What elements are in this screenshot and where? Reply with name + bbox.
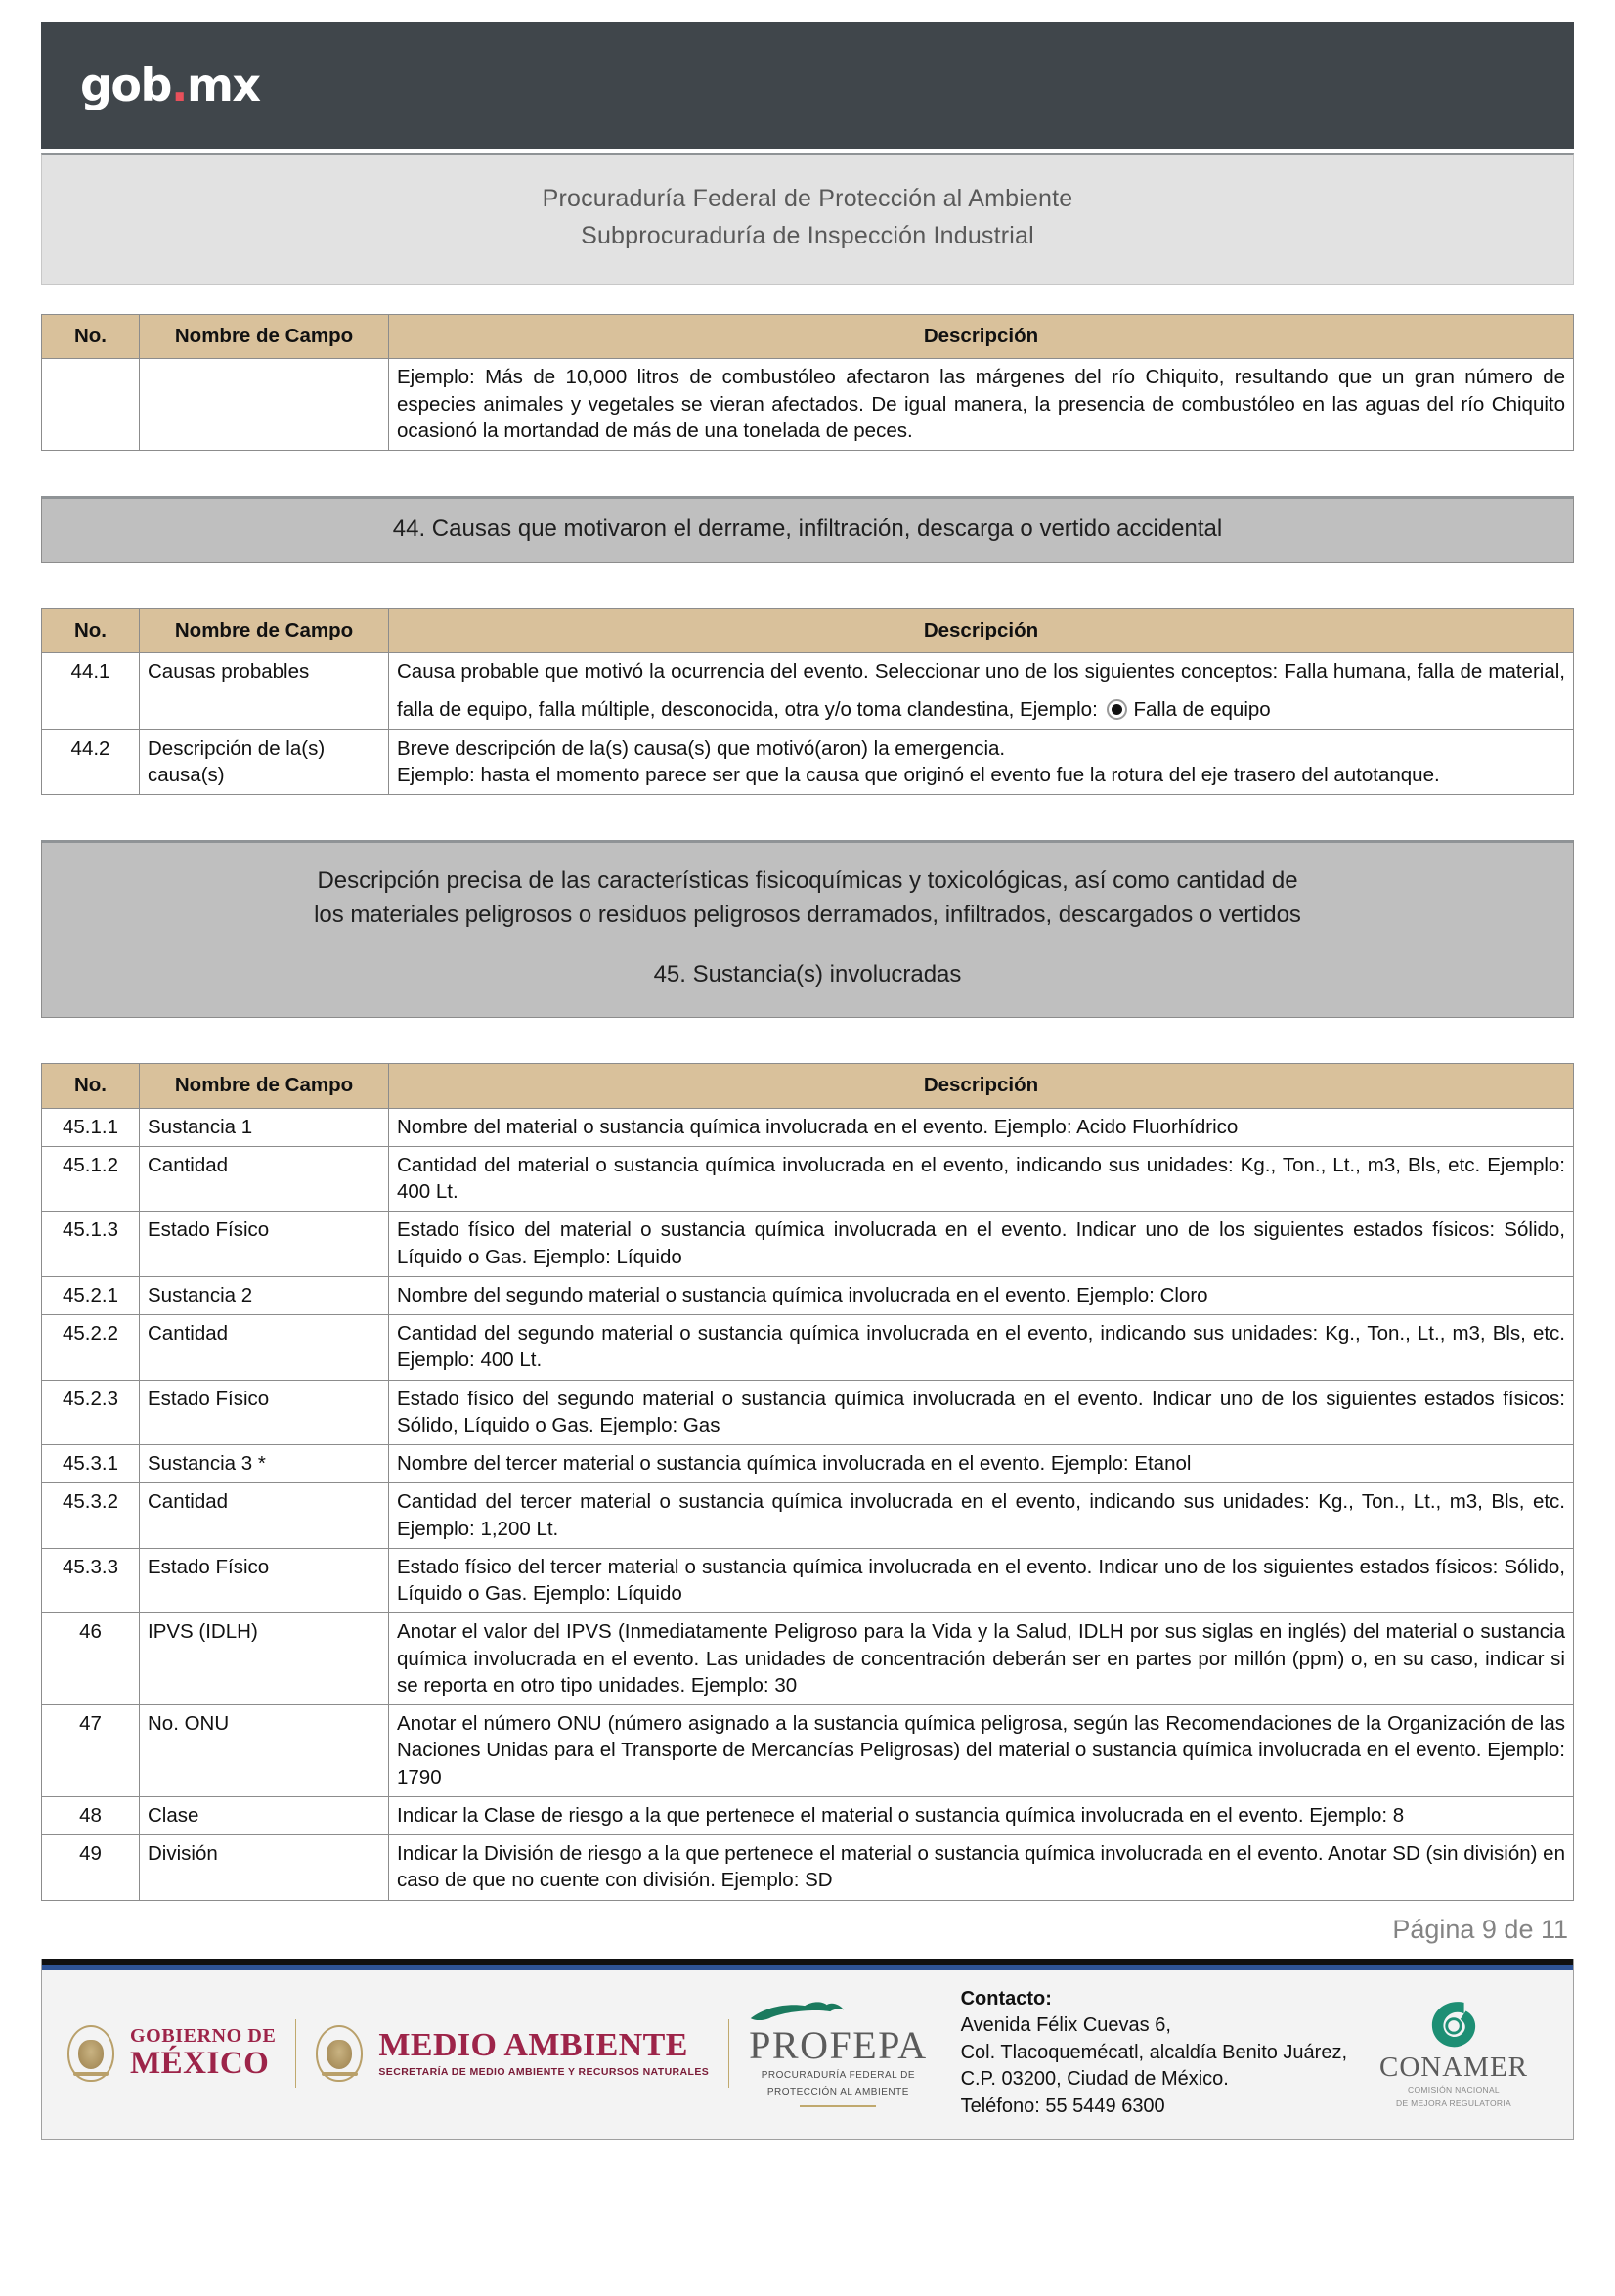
col-header-nombre: Nombre de Campo xyxy=(140,315,389,359)
col-header-descripcion: Descripción xyxy=(389,608,1574,652)
cell-nombre: Sustancia 2 xyxy=(140,1276,389,1314)
cell-nombre: Estado Físico xyxy=(140,1548,389,1613)
radio-label: Falla de equipo xyxy=(1133,698,1271,722)
table-continuation xyxy=(41,314,1574,451)
escudo-nacional-icon xyxy=(67,2025,114,2082)
profepa-line-2: PROCURADURÍA FEDERAL DE xyxy=(761,2069,916,2081)
contact-title: Contacto: xyxy=(960,1987,1052,2009)
cell-nombre: Estado Físico xyxy=(140,1380,389,1445)
contact-block xyxy=(961,1986,1372,2121)
table-row xyxy=(42,1212,1574,1277)
gobmx-header-bar xyxy=(41,22,1574,149)
cell-no: 45.2.2 xyxy=(42,1315,140,1381)
medio-ambiente-line-2: SECRETARÍA DE MEDIO AMBIENTE Y RECURSOS NATURALES xyxy=(378,2066,710,2079)
table-body-45 xyxy=(42,1108,1574,1900)
cell-descripcion: Cantidad del material o sustancia química involucrada en el evento, indicando sus unidades: Kg., Ton., Lt., m3, Bls, etc. Ejemplo: 400 Lt. xyxy=(389,1146,1574,1212)
section-45-title-line-1: Descripción precisa de las características fisicoquímicas y toxicológicas, así como cantidad de xyxy=(317,867,1298,895)
table-row xyxy=(42,1705,1574,1797)
cell-descripcion xyxy=(389,653,1574,730)
contact-line-1: Avenida Félix Cuevas 6, xyxy=(960,2014,1171,2037)
contact-line-3: C.P. 03200, Ciudad de México. xyxy=(960,2068,1229,2091)
cell-no: 45.1.3 xyxy=(42,1212,140,1277)
cell-descripcion: Anotar el número ONU (número asignado a la sustancia química peligrosa, según las Recomendaciones de la Organización de las Naciones Unidas para el Transporte de Mercancías Peligrosas) del material o sustancia química involucrada en el evento. Ejemplo: 1790 xyxy=(389,1705,1574,1797)
spacer xyxy=(0,563,1615,608)
cell-nombre: Cantidad xyxy=(140,1483,389,1549)
table-header-row xyxy=(42,608,1574,652)
profepa-wave-icon xyxy=(749,2000,851,2025)
cell-no: 47 xyxy=(42,1705,140,1797)
table-row xyxy=(42,359,1574,451)
table-row xyxy=(42,1315,1574,1381)
gobierno-line-2: MÉXICO xyxy=(130,2045,270,2081)
cell-descripcion: Indicar la División de riesgo a la que pertenece el material o sustancia química involucrada en el evento. Anotar SD (sin división) en caso de que no cuente con división. Ejemplo: SD xyxy=(389,1835,1574,1901)
spacer xyxy=(0,451,1615,496)
document-page xyxy=(0,22,1615,2296)
footer-rule-dark xyxy=(42,1959,1573,1965)
cell-descripcion: Estado físico del tercer material o sustancia química involucrada en el evento. Indicar uno de los siguientes estados físicos: Sólido, Líquido o Gas. Ejemplo: Líquido xyxy=(389,1548,1574,1613)
cell-nombre: Sustancia 3 * xyxy=(140,1445,389,1483)
cell-no: 45.3.1 xyxy=(42,1445,140,1483)
col-header-no: No. xyxy=(42,315,140,359)
cell-descripcion-line-1: Breve descripción de la(s) causa(s) que motivó(aron) la emergencia. xyxy=(397,736,1006,760)
cell-no: 45.2.3 xyxy=(42,1380,140,1445)
section-band-45 xyxy=(41,840,1574,1018)
table-row xyxy=(42,1146,1574,1212)
medio-ambiente-line-1: MEDIO AMBIENTE xyxy=(378,2027,688,2064)
col-header-nombre: Nombre de Campo xyxy=(140,608,389,652)
org-line-1: Procuraduría Federal de Protección al Ambiente xyxy=(542,185,1073,212)
section-44-title: 44. Causas que motivaron el derrame, infiltración, descarga o vertido accidental xyxy=(392,515,1223,542)
cell-no: 46 xyxy=(42,1613,140,1705)
cell-descripcion: Nombre del material o sustancia química involucrada en el evento. Ejemplo: Acido Fluorhídrico xyxy=(389,1108,1574,1146)
gobierno-line-1: GOBIERNO DE xyxy=(130,2024,277,2047)
profepa-underline xyxy=(800,2105,876,2107)
conamer-line-2: COMISIÓN NACIONAL xyxy=(1408,2085,1500,2096)
table-row xyxy=(42,1835,1574,1901)
cell-descripcion: Anotar el valor del IPVS (Inmediatamente Peligroso para la Vida y la Salud, IDLH por sus siglas en inglés) del material o sustancia química involucrada en el evento. Las unidades de concentración deberán ser en partes por millón (ppm) o, en su caso, indicar si se reporta en otro tipo unidades. Ejemplo: 30 xyxy=(389,1613,1574,1705)
cell-descripcion-text: Causa probable que motivó la ocurrencia del evento. Seleccionar uno de los siguientes conceptos: Falla humana, falla de material, falla de equipo, falla múltiple, desconocida, otra y/o toma clandestina, Ejemplo: xyxy=(397,660,1565,722)
cell-nombre: Estado Físico xyxy=(140,1212,389,1277)
cell-nombre: Cantidad xyxy=(140,1315,389,1381)
cell-descripcion: Cantidad del segundo material o sustancia química involucrada en el evento, indicando sus unidades: Kg., Ton., Lt., m3, Bls, etc. Ejemplo: 400 Lt. xyxy=(389,1315,1574,1381)
cell-descripcion: Estado físico del material o sustancia química involucrada en el evento. Indicar uno de los siguientes estados físicos: Sólido, Líquido o Gas. Ejemplo: Líquido xyxy=(389,1212,1574,1277)
section-band-44 xyxy=(41,496,1574,563)
contact-line-2: Col. Tlacoquemécatl, alcaldía Benito Juárez, xyxy=(960,2041,1348,2063)
organization-header xyxy=(41,153,1574,285)
divider xyxy=(728,2019,729,2088)
cell-nombre: Sustancia 1 xyxy=(140,1108,389,1146)
cell-no: 45.2.1 xyxy=(42,1276,140,1314)
table-section-45 xyxy=(41,1063,1574,1900)
col-header-descripcion: Descripción xyxy=(389,1064,1574,1108)
col-header-nombre: Nombre de Campo xyxy=(140,1064,389,1108)
gobmx-logo-main: gob xyxy=(80,59,171,111)
cell-no: 44.1 xyxy=(42,653,140,730)
cell-no: 45.3.2 xyxy=(42,1483,140,1549)
logo-medio-ambiente xyxy=(316,2025,709,2082)
table-section-44 xyxy=(41,608,1574,795)
cell-descripcion: Indicar la Clase de riesgo a la que pertenece el material o sustancia química involucrada en el evento. Ejemplo: 8 xyxy=(389,1796,1574,1834)
radio-example-group xyxy=(1103,696,1270,723)
cell-descripcion: Estado físico del segundo material o sustancia química involucrada en el evento. Indicar uno de los siguientes estados físicos: Sólido, Líquido o Gas. Ejemplo: Gas xyxy=(389,1380,1574,1445)
cell-no: 48 xyxy=(42,1796,140,1834)
table-header-row xyxy=(42,1064,1574,1108)
cell-no: 49 xyxy=(42,1835,140,1901)
cell-nombre: Descripción de la(s) causa(s) xyxy=(140,729,389,795)
cell-nombre: Causas probables xyxy=(140,653,389,730)
col-header-no: No. xyxy=(42,608,140,652)
table-row xyxy=(42,653,1574,730)
cell-descripcion xyxy=(389,729,1574,795)
conamer-mark-icon xyxy=(1428,1997,1479,2050)
spacer xyxy=(0,795,1615,840)
cell-descripcion: Nombre del tercer material o sustancia química involucrada en el evento. Ejemplo: Etanol xyxy=(389,1445,1574,1483)
table-row xyxy=(42,1796,1574,1834)
section-45-title-line-2: los materiales peligrosos o residuos peligrosos derramados, infiltrados, descargados o vertidos xyxy=(314,901,1301,928)
cell-nombre: No. ONU xyxy=(140,1705,389,1797)
spacer xyxy=(101,933,1514,958)
radio-button-falla-de-equipo[interactable] xyxy=(1107,699,1127,720)
gobmx-logo[interactable] xyxy=(80,59,260,111)
cell-nombre: IPVS (IDLH) xyxy=(140,1613,389,1705)
conamer-line-3: DE MEJORA REGULATORIA xyxy=(1396,2098,1511,2109)
table-row xyxy=(42,1380,1574,1445)
profepa-line-3: PROTECCIÓN AL AMBIENTE xyxy=(766,2087,909,2098)
table-row xyxy=(42,1108,1574,1146)
contact-line-4: Teléfono: 55 5449 6300 xyxy=(960,2096,1165,2118)
org-line-2: Subprocuraduría de Inspección Industrial xyxy=(581,221,1034,249)
col-header-no: No. xyxy=(42,1064,140,1108)
cell-descripcion-line-2: Ejemplo: hasta el momento parece ser que la causa que originó el evento fue la rotura del eje trasero del autotanque. xyxy=(397,763,1440,786)
table-header-row xyxy=(42,315,1574,359)
table-row xyxy=(42,1276,1574,1314)
page-number: Página 9 de 11 xyxy=(1392,1914,1568,1944)
spacer xyxy=(0,285,1615,314)
cell-no: 45.1.1 xyxy=(42,1108,140,1146)
cell-descripcion: Nombre del segundo material o sustancia química involucrada en el evento. Ejemplo: Cloro xyxy=(389,1276,1574,1314)
escudo-nacional-icon xyxy=(316,2025,363,2082)
cell-descripcion: Ejemplo: Más de 10,000 litros de combustóleo afectaron las márgenes del río Chiquito, resultando que un gran número de especies animales y vegetales se vieran afectados. De igual manera, la presencia de combustóleo en las aguas del río Chiquito ocasionó la mortandad de más de una tonelada de peces. xyxy=(389,359,1574,451)
cell-no: 45.1.2 xyxy=(42,1146,140,1212)
cell-descripcion: Cantidad del tercer material o sustancia química involucrada en el evento, indicando sus unidades: Kg., Ton., Lt., m3, Bls, etc. Ejemplo: 1,200 Lt. xyxy=(389,1483,1574,1549)
logo-profepa xyxy=(749,2000,927,2107)
gobmx-logo-tld: mx xyxy=(186,59,260,111)
cell-no: 44.2 xyxy=(42,729,140,795)
profepa-line-1: PROFEPA xyxy=(749,2022,928,2067)
spacer xyxy=(0,1018,1615,1063)
cell-no xyxy=(42,359,140,451)
cell-nombre: División xyxy=(140,1835,389,1901)
document-footer xyxy=(41,1959,1574,2140)
gobmx-logo-dot: . xyxy=(170,59,187,111)
conamer-line-1: CONAMER xyxy=(1378,2052,1528,2084)
logo-gobierno-de-mexico xyxy=(67,2025,276,2082)
cell-nombre: Cantidad xyxy=(140,1146,389,1212)
divider xyxy=(295,2019,296,2088)
table-row xyxy=(42,1548,1574,1613)
section-45-subtitle: 45. Sustancia(s) involucradas xyxy=(653,960,962,988)
col-header-descripcion: Descripción xyxy=(389,315,1574,359)
table-row xyxy=(42,1613,1574,1705)
cell-nombre xyxy=(140,359,389,451)
cell-no: 45.3.3 xyxy=(42,1548,140,1613)
table-row xyxy=(42,1483,1574,1549)
table-row xyxy=(42,729,1574,795)
cell-nombre: Clase xyxy=(140,1796,389,1834)
logo-conamer xyxy=(1379,1997,1528,2109)
table-row xyxy=(42,1445,1574,1483)
